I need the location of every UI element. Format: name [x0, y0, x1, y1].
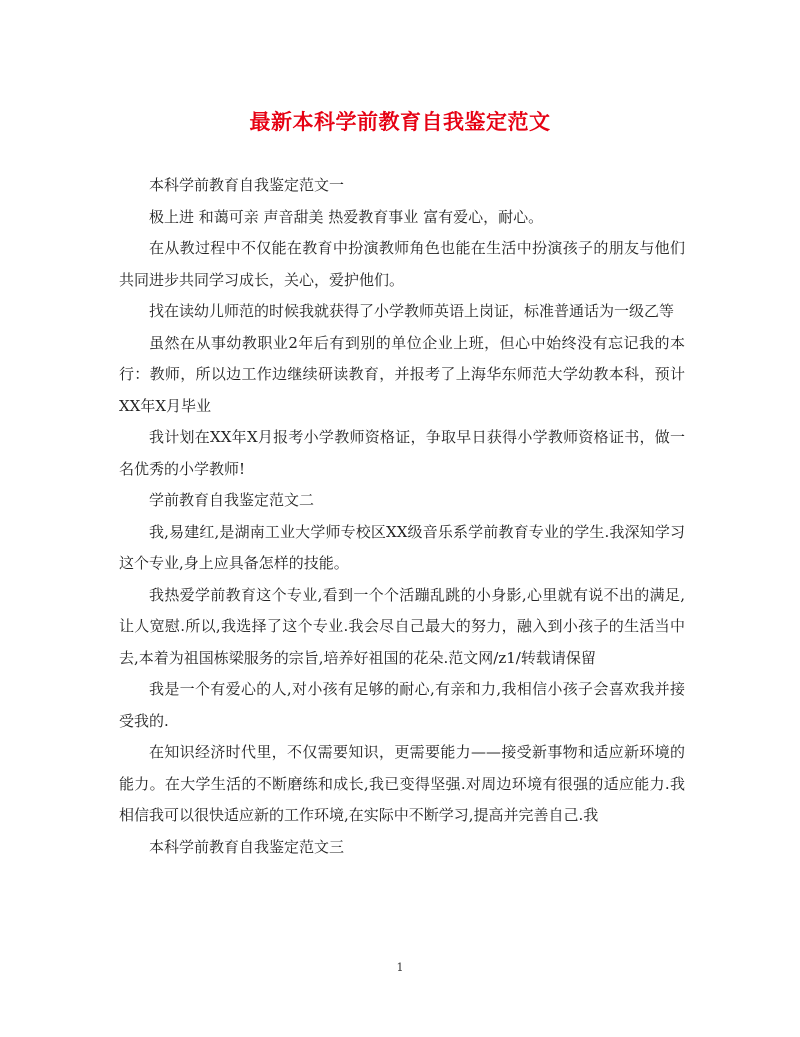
paragraph: 在知识经济时代里，不仅需要知识，更需要能力——接受新事物和适应新环境的能力。在大学生活的不断磨练和成长,我已变得坚强.对周边环境有很强的适应能力.我相信我可以很快适应新的工作环境,在实际中不断学习,提高并完善自己.我 — [119, 743, 685, 824]
document-title: 最新本科学前教育自我鉴定范文 — [249, 109, 551, 134]
paragraph: 找在读幼儿师范的时候我就获得了小学教师英语上岗证，标准普通话为一级乙等 — [149, 302, 675, 320]
paragraph: 虽然在从事幼教职业2年后有到别的单位企业上班，但心中始终没有忘记我的本行：教师，所以边工作边继续研读教育，并报考了上海华东师范大学幼教本科，预计XX年X月毕业 — [119, 333, 685, 415]
page-number: 1 — [396, 961, 404, 974]
paragraph: 本科学前教育自我鉴定范文一 — [149, 176, 345, 194]
paragraph: 学前教育自我鉴定范文二 — [149, 491, 315, 509]
paragraph: 我是一个有爱心的人,对小孩有足够的耐心,有亲和力,我相信小孩子会喜欢我并接受我的. — [119, 680, 685, 730]
paragraph: 在从教过程中不仅能在教育中扮演教师角色也能在生活中扮演孩子的朋友与他们共同进步共同学习成长，关心，爱护他们。 — [119, 239, 685, 289]
paragraph: 我计划在XX年X月报考小学教师资格证，争取早日获得小学教师资格证书，做一名优秀的小学教师! — [119, 428, 685, 478]
paragraph: 我,易建红,是湖南工业大学师专校区XX级音乐系学前教育专业的学生.我深知学习这个专业,身上应具备怎样的技能。 — [119, 522, 685, 572]
document-body — [119, 170, 685, 863]
paragraph: 本科学前教育自我鉴定范文三 — [149, 837, 345, 856]
paragraph: 极上进 和蔼可亲 声音甜美 热爱教育事业 富有爱心，耐心。 — [149, 207, 544, 226]
paragraph: 我热爱学前教育这个专业,看到一个个活蹦乱跳的小身影,心里就有说不出的满足,让人宽慰.所以,我选择了这个专业.我会尽自己最大的努力，融入到小孩子的生活当中去,本着为祖国栋梁服务的宗旨,培养好祖国的花朵.范文网/z1/转载请保留 — [119, 585, 685, 667]
